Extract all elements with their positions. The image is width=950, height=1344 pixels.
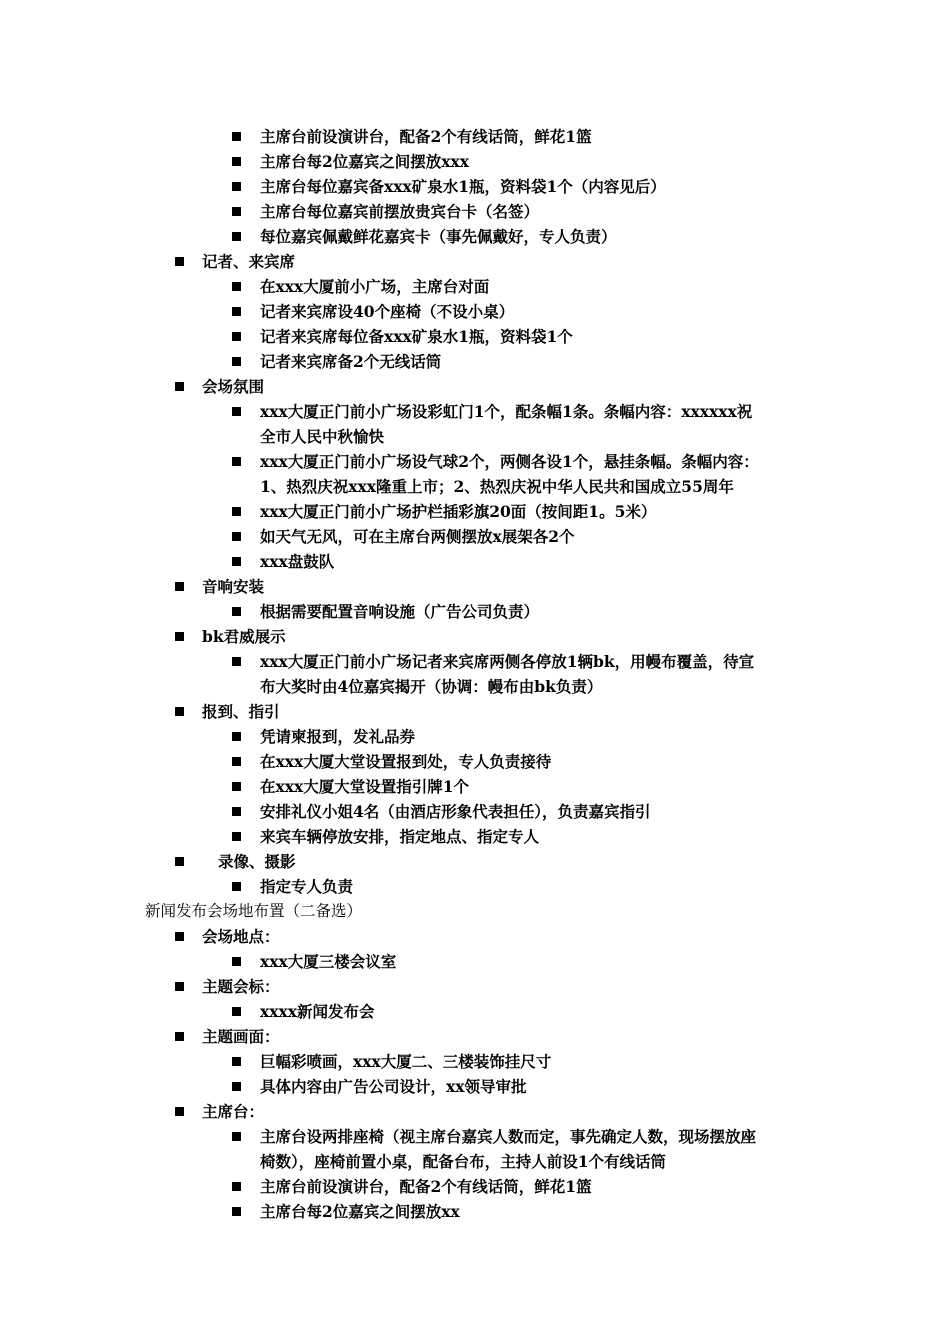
list-item-text: 主席台每2位嘉宾之间摆放xx: [260, 1202, 460, 1221]
list-item-text: 根据需要配置音响设施（广告公司负责）: [260, 602, 540, 621]
list-item-level2: [0, 549, 950, 574]
list-item-level2: [0, 174, 950, 199]
list-item-level2: [0, 399, 950, 424]
square-bullet-icon: [232, 1007, 241, 1016]
square-bullet-icon: [232, 607, 241, 616]
square-bullet-icon: [175, 932, 184, 941]
list-item-text: 如天气无风，可在主席台两侧摆放x展架各2个: [260, 527, 575, 546]
square-bullet-icon: [232, 657, 241, 666]
list-item-level2: [0, 524, 950, 549]
list-item-text: 会场地点：: [202, 927, 280, 946]
square-bullet-icon: [175, 857, 184, 866]
list-item-text: 凭请柬报到，发礼品券: [260, 727, 416, 746]
list-item-text: bk君威展示: [202, 627, 286, 646]
square-bullet-icon: [232, 1182, 241, 1191]
list-item-level2: [0, 1049, 950, 1074]
square-bullet-icon: [175, 1032, 184, 1041]
list-item-text: 来宾车辆停放安排，指定地点、指定专人: [260, 827, 540, 846]
list-item-text: xxx大厦正门前小广场设彩虹门1个，配条幅1条。条幅内容：xxxxxx祝: [260, 402, 753, 421]
list-item-text: xxx盘鼓队: [260, 552, 335, 571]
list-item-level2: [0, 1124, 950, 1149]
square-bullet-icon: [232, 207, 241, 216]
list-item-text: 指定专人负责: [260, 877, 354, 896]
list-item-continuation-text: 布大奖时由4位嘉宾揭开（协调：幔布由bk负责）: [260, 677, 603, 696]
square-bullet-icon: [232, 282, 241, 291]
list-item-level2: [0, 824, 950, 849]
list-item-level2: [0, 674, 950, 699]
list-item-text: 主题画面：: [202, 1027, 280, 1046]
list-item-level2: [0, 324, 950, 349]
square-bullet-icon: [232, 307, 241, 316]
list-item-level1: [0, 1099, 950, 1124]
list-item-level2: [0, 749, 950, 774]
list-item-level1: [0, 849, 950, 874]
list-item-text: 记者、来宾席: [202, 252, 296, 271]
list-item-text: 主席台设两排座椅（视主席台嘉宾人数而定，事先确定人数，现场摆放座: [260, 1127, 757, 1146]
list-item-text: xxxx新闻发布会: [260, 1002, 375, 1021]
list-item-text: 新闻发布会场地布置（二备选）: [145, 902, 363, 920]
list-item-text: 主题会标：: [202, 977, 280, 996]
list-item-text: 主席台：: [202, 1102, 265, 1121]
square-bullet-icon: [175, 582, 184, 591]
section-heading: [0, 899, 950, 924]
list-item-text: 具体内容由广告公司设计，xx领导审批: [260, 1077, 527, 1096]
list-item-level2: [0, 199, 950, 224]
list-item-text: 每位嘉宾佩戴鲜花嘉宾卡（事先佩戴好，专人负责）: [260, 227, 617, 246]
list-item-level1: [0, 924, 950, 949]
square-bullet-icon: [232, 757, 241, 766]
list-item-level2: [0, 499, 950, 524]
square-bullet-icon: [175, 707, 184, 716]
square-bullet-icon: [232, 232, 241, 241]
list-item-level2: [0, 1174, 950, 1199]
list-item-text: 主席台每位嘉宾备xxx矿泉水1瓶，资料袋1个（内容见后）: [260, 177, 666, 196]
square-bullet-icon: [232, 557, 241, 566]
square-bullet-icon: [232, 357, 241, 366]
square-bullet-icon: [232, 157, 241, 166]
list-item-text: xxx大厦三楼会议室: [260, 952, 397, 971]
list-item-level2: [0, 599, 950, 624]
square-bullet-icon: [232, 782, 241, 791]
list-item-text: 主席台前设演讲台，配备2个有线话筒，鲜花1篮: [260, 127, 592, 146]
list-item-text: 在xxx大厦大堂设置指引牌1个: [260, 777, 470, 796]
list-item-level2: [0, 799, 950, 824]
square-bullet-icon: [232, 507, 241, 516]
list-item-level2: [0, 774, 950, 799]
square-bullet-icon: [232, 457, 241, 466]
square-bullet-icon: [175, 382, 184, 391]
square-bullet-icon: [232, 532, 241, 541]
list-item-level1: [0, 1024, 950, 1049]
square-bullet-icon: [232, 882, 241, 891]
square-bullet-icon: [232, 182, 241, 191]
list-item-text: 主席台前设演讲台，配备2个有线话筒，鲜花1篮: [260, 1177, 592, 1196]
square-bullet-icon: [175, 982, 184, 991]
list-item-text: xxx大厦正门前小广场记者来宾席两侧各停放1辆bk，用幔布覆盖，待宣: [260, 652, 755, 671]
list-item-continuation-text: 全市人民中秋愉快: [260, 427, 385, 446]
square-bullet-icon: [175, 257, 184, 266]
list-item-text: 会场氛围: [202, 377, 265, 396]
list-item-level2: [0, 999, 950, 1024]
list-item-level1: [0, 574, 950, 599]
list-item-level2: [0, 649, 950, 674]
list-item-level2: [0, 1074, 950, 1099]
list-item-text: 安排礼仪小姐4名（由酒店形象代表担任），负责嘉宾指引: [260, 802, 651, 821]
square-bullet-icon: [175, 632, 184, 641]
square-bullet-icon: [232, 1082, 241, 1091]
list-item-text: 记者来宾席备2个无线话筒: [260, 352, 442, 371]
square-bullet-icon: [232, 832, 241, 841]
list-item-text: 在xxx大厦大堂设置报到处，专人负责接待: [260, 752, 552, 771]
list-item-text: xxx大厦正门前小广场设气球2个，两侧各设1个，悬挂条幅。条幅内容：: [260, 452, 759, 471]
list-item-text: 记者来宾席每位备xxx矿泉水1瓶，资料袋1个: [260, 327, 573, 346]
list-item-text: 主席台每位嘉宾前摆放贵宾台卡（名签）: [260, 202, 540, 221]
square-bullet-icon: [232, 807, 241, 816]
list-item-continuation-text: 椅数），座椅前置小桌，配备台布，主持人前设1个有线话筒: [260, 1152, 667, 1171]
list-item-level2: [0, 224, 950, 249]
list-item-text: 报到、指引: [202, 702, 280, 721]
list-item-text: 巨幅彩喷画，xxx大厦二、三楼装饰挂尺寸: [260, 1052, 552, 1071]
list-item-text: 在xxx大厦前小广场，主席台对面: [260, 277, 490, 296]
square-bullet-icon: [175, 1107, 184, 1116]
list-item-level2: [0, 474, 950, 499]
list-item-level2: [0, 874, 950, 899]
list-item-level2: [0, 1199, 950, 1224]
list-item-level1: [0, 974, 950, 999]
list-item-level1: [0, 249, 950, 274]
list-item-level2: [0, 299, 950, 324]
list-item-text: 主席台每2位嘉宾之间摆放xxx: [260, 152, 470, 171]
list-item-level2: [0, 1149, 950, 1174]
list-item-level2: [0, 424, 950, 449]
list-item-text: 音响安装: [202, 577, 265, 596]
list-item-level1: [0, 374, 950, 399]
list-item-continuation-text: 1、热烈庆祝xxx隆重上市；2、热烈庆祝中华人民共和国成立55周年: [260, 477, 734, 496]
square-bullet-icon: [232, 1207, 241, 1216]
square-bullet-icon: [232, 132, 241, 141]
list-item-level2: [0, 949, 950, 974]
list-item-level2: [0, 724, 950, 749]
list-item-level2: [0, 449, 950, 474]
square-bullet-icon: [232, 1057, 241, 1066]
document-body: [0, 124, 950, 1224]
square-bullet-icon: [232, 957, 241, 966]
square-bullet-icon: [232, 1132, 241, 1141]
list-item-text: xxx大厦正门前小广场护栏插彩旗20面（按间距1。5米）: [260, 502, 657, 521]
square-bullet-icon: [232, 407, 241, 416]
list-item-level1: [0, 699, 950, 724]
list-item-level2: [0, 274, 950, 299]
list-item-level2: [0, 124, 950, 149]
square-bullet-icon: [232, 332, 241, 341]
square-bullet-icon: [232, 732, 241, 741]
list-item-text: 录像、摄影: [218, 852, 296, 871]
list-item-level2: [0, 349, 950, 374]
list-item-level1: [0, 624, 950, 649]
list-item-level2: [0, 149, 950, 174]
list-item-text: 记者来宾席设40个座椅（不设小桌）: [260, 302, 515, 321]
